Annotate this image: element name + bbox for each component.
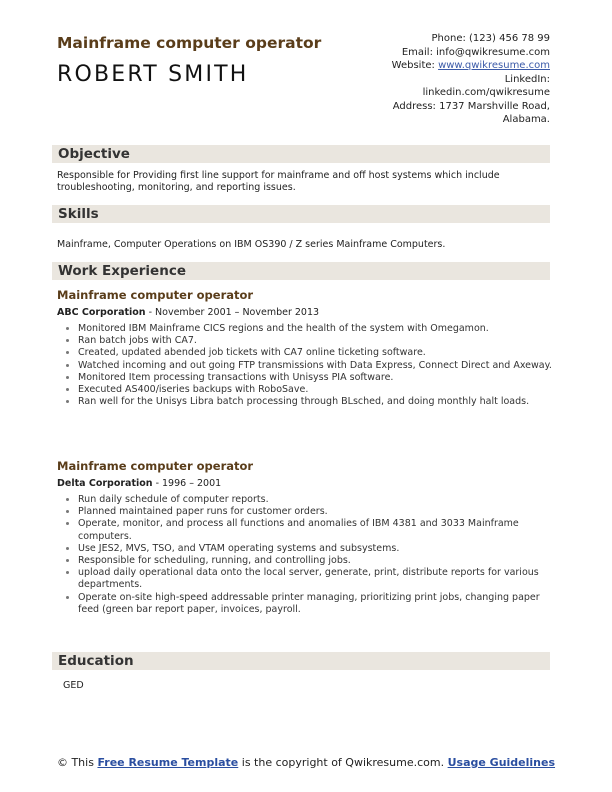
footer-middle: is the copyright of Qwikresume.com. [238, 756, 448, 769]
footer-prefix: © This [56, 756, 98, 769]
candidate-name: ROBERT SMITH [57, 62, 249, 87]
job-1-dates: - November 2001 – November 2013 [145, 307, 320, 318]
education-heading: Education [58, 653, 134, 669]
list-item: • Monitored IBM Mainframe CICS regions and the health of the system with Omegamon. [78, 323, 558, 335]
list-item: • Operate on-site high-speed addressable printer managing, prioritizing print jobs, changing paper feed (green bar report paper, invoices, payroll. [78, 592, 558, 616]
list-item: • Ran batch jobs with CA7. [78, 335, 558, 347]
job-2-dates: - 1996 – 2001 [152, 478, 222, 489]
list-item: • Responsible for scheduling, running, and controlling jobs. [78, 555, 558, 567]
list-item: • Ran well for the Unisys Libra batch processing through BLsched, and doing monthly halt loads. [78, 396, 558, 408]
contact-linkedin-url: linkedin.com/qwikresume [422, 87, 550, 98]
job-1-bullets [63, 323, 558, 408]
list-item: • Planned maintained paper runs for customer orders. [78, 506, 558, 518]
contact-phone: Phone: (123) 456 78 99 [431, 33, 550, 44]
job-2-company: Delta Corporation [57, 478, 153, 489]
objective-heading-bar [52, 145, 550, 163]
list-item: • Created, updated abended job tickets with CA7 online ticketing software. [78, 347, 558, 359]
job-2-company-line [57, 478, 221, 489]
work-heading: Work Experience [58, 263, 186, 279]
job-2-title: Mainframe computer operator [57, 459, 254, 473]
list-item: • Operate, monitor, and process all functions and anomalies of IBM 4381 and 3033 Mainframe computers. [78, 518, 558, 542]
resume-job-title: Mainframe computer operator [57, 34, 322, 52]
list-item: • upload daily operational data onto the local server, generate, print, distribute reports for various departments. [78, 567, 558, 591]
education-heading-bar [52, 652, 550, 670]
contact-address-line1: Address: 1737 Marshville Road, [392, 100, 550, 112]
website-link[interactable]: www.qwikresume.com [438, 60, 550, 71]
free-resume-template-link[interactable]: Free Resume Template [97, 756, 239, 769]
contact-linkedin-label: LinkedIn: [504, 73, 550, 85]
list-item: • Executed AS400/iseries backups with RoboSave. [78, 384, 558, 396]
work-heading-bar [52, 262, 550, 280]
job-2-bullets [63, 494, 558, 616]
list-item: • Run daily schedule of computer reports. [78, 494, 558, 506]
skills-heading-bar [52, 205, 550, 223]
list-item: • Use JES2, MVS, TSO, and VTAM operating systems and subsystems. [78, 543, 558, 555]
skills-text: Mainframe, Computer Operations on IBM OS390 / Z series Mainframe Computers. [57, 239, 446, 250]
contact-email: Email: info@qwikresume.com [401, 46, 550, 58]
job-1-title: Mainframe computer operator [57, 288, 254, 302]
job-1-company-line [57, 307, 319, 318]
contact-website [320, 59, 550, 73]
job-1-company: ABC Corporation [57, 307, 146, 318]
skills-heading: Skills [58, 206, 99, 222]
copyright-footer [52, 756, 560, 770]
objective-heading: Objective [58, 146, 130, 162]
objective-text: Responsible for Providing first line support for mainframe and off host systems which include troubleshooting, monitoring, and reporting issues. [57, 170, 500, 193]
website-label: Website: [391, 60, 439, 71]
contact-address-line2: Alabama. [502, 114, 550, 125]
contact-block [320, 32, 550, 127]
list-item: • Monitored Item processing transactions with Unisyss PIA software. [78, 372, 558, 384]
list-item: • Watched incoming and out going FTP transmissions with Data Express, Connect Direct and Axeway. [78, 360, 558, 372]
education-text: GED [63, 680, 84, 691]
usage-guidelines-link[interactable]: Usage Guidelines [447, 756, 556, 769]
